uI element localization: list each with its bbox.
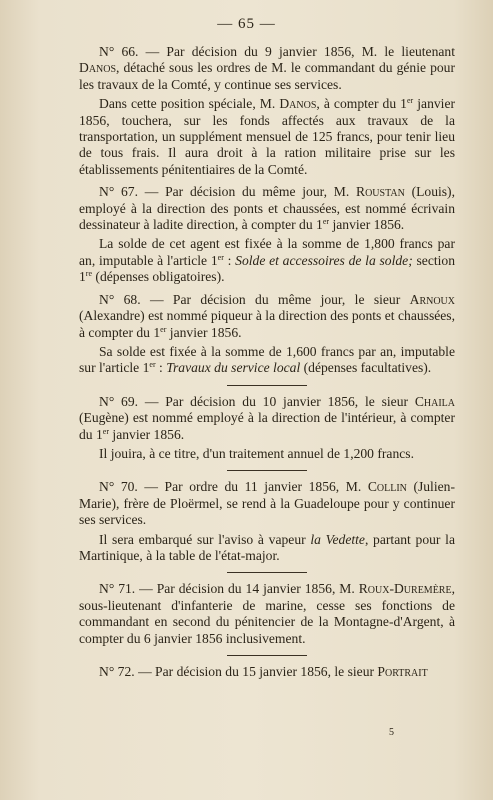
entry-70 — [79, 479, 455, 564]
signature-mark: 5 — [389, 727, 394, 738]
entry-number: N° 72. — [99, 664, 135, 679]
entry-number: N° 70. — [99, 479, 138, 495]
entry-number: N° 66. — [99, 44, 139, 59]
entry-68-paragraph-1: N° 68. — Par décision du même jour, le sieur Arnoux (Alexandre) est nommé piqueur à la direction des ponts et chaussées, à compter du 1er janvier 1856. — [79, 291, 455, 340]
entry-67-paragraph-2: La solde de cet agent est fixée à la somme de 1,800 francs par an, imputable à l'article 1er : Solde et accessoires de la solde; section 1re (dépenses obligatoires). — [79, 236, 456, 285]
page-body — [79, 44, 455, 686]
entry-69-paragraph-2: Il jouira, à ce titre, d'un traitement annuel de 1,200 francs. — [99, 445, 414, 461]
person-name: Roux-Duremère — [358, 581, 452, 597]
entry-70-paragraph-1: N° 70. — Par ordre du 11 janvier 1856, M. Collin (Julien-Marie), frère de Ploërmel, se rend à la Guadeloupe pour y continuer ses services. — [79, 479, 455, 528]
page-number: — 65 — — [217, 16, 276, 32]
person-name: Portrait — [377, 664, 428, 679]
entry-number: N° 69. — [99, 393, 139, 409]
entry-66-paragraph-1: N° 66. — Par décision du 9 janvier 1856, M. le lieutenant Danos, détaché sous les ordres de M. le commandant du génie pour les travaux de la Comté, y continue ses services. — [79, 44, 455, 92]
entry-71 — [79, 581, 455, 647]
entry-67-paragraph-1: N° 67. — Par décision du même jour, M. Roustan (Louis), employé à la direction des ponts et chaussées, est nommé écrivain dessinateur à ladite direction, à compter du 1er janvier 1856. — [79, 184, 455, 233]
section-divider — [227, 655, 307, 656]
person-name: Danos — [79, 60, 117, 76]
entry-68 — [79, 292, 455, 377]
entry-72-paragraph-1: N° 72. — Par décision du 15 janvier 1856, le sieur Portrait — [99, 664, 428, 679]
entry-70-paragraph-2: Il sera embarqué sur l'aviso à vapeur la Vedette, partant pour la Martinique, à la table de l'état-major. — [79, 531, 455, 563]
person-name: Arnoux — [409, 291, 455, 307]
entry-number: N° 68. — [99, 291, 141, 307]
section-divider — [227, 385, 307, 386]
person-name: Chaila — [414, 393, 455, 409]
entry-67 — [79, 184, 455, 285]
entry-66 — [79, 44, 455, 178]
person-name: Collin — [367, 479, 407, 495]
section-divider — [227, 470, 307, 471]
entry-number: N° 71. — [99, 581, 136, 597]
person-name: Roustan — [356, 184, 405, 200]
section-divider — [227, 572, 307, 573]
entry-66-paragraph-2: Dans cette position spéciale, M. Danos, à compter du 1er janvier 1856, touchera, sur les fonds affectés aux travaux de la transportation, un supplément mensuel de 125 francs, pour tenir lieu de tous frais. Il aura droit à la ration militaire prise sur les établissements pénitentiaires de la Comté. — [79, 96, 455, 177]
person-name: Danos — [279, 96, 317, 112]
entry-71-paragraph-1: N° 71. — Par décision du 14 janvier 1856, M. Roux-Duremère, sous-lieutenant d'infanterie de marine, cesse ses fonctions de commandant en second du pénitencier de la Montagne-d'Argent, à compter du 6 janvier 1856 inclusivement. — [79, 581, 455, 646]
entry-72 — [79, 664, 455, 680]
entry-69 — [79, 394, 455, 463]
entry-69-paragraph-1: N° 69. — Par décision du 10 janvier 1856, le sieur Chaila (Eugène) est nommé employé à la direction de l'intérieur, à compter du 1er janvier 1856. — [79, 393, 455, 442]
entry-number: N° 67. — [99, 184, 138, 200]
entry-68-paragraph-2: Sa solde est fixée à la somme de 1,600 francs par an, imputable sur l'article 1er : Travaux du service local (dépenses facultatives). — [79, 343, 455, 376]
